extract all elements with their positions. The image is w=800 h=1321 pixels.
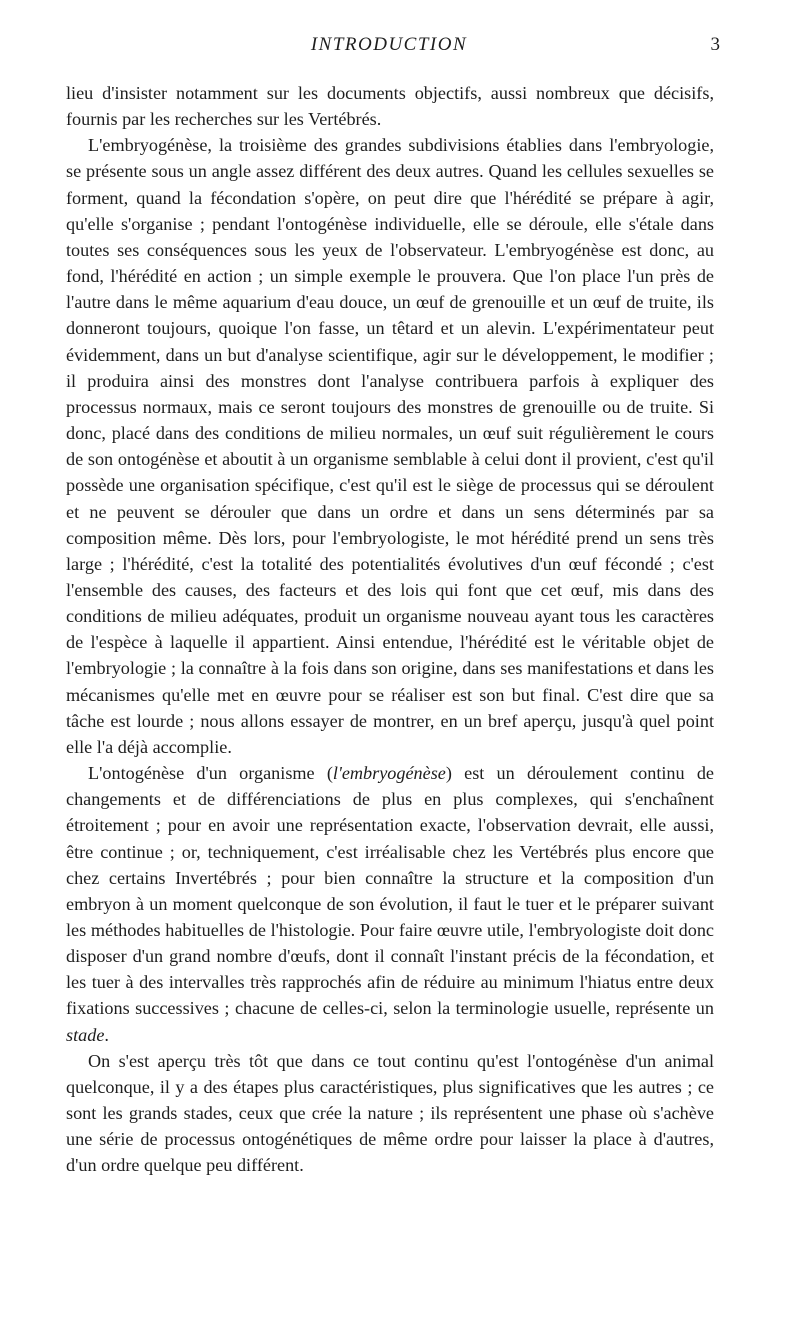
paragraph xyxy=(66,1048,714,1179)
text-segment: . xyxy=(104,1024,109,1045)
text-segment: L'ontogénèse d'un organisme ( xyxy=(88,763,333,784)
running-header xyxy=(66,34,720,58)
text-segment: On s'est aperçu très tôt que dans ce tout continu qu'est l'ontogénèse d'un animal quelconque, il y a des étapes plus caractéristiques, plus significatives que les autres ; ce sont les grands stades, ceux que crée la nature ; ils représentent une phase où s'achève une série de processus ontogénétiques de même ordre pour laisser la place à d'autres, d'un ordre quelque peu différent. xyxy=(66,1050,714,1176)
running-title: INTRODUCTION xyxy=(310,34,468,55)
text-segment: lieu d'insister notamment sur les documents objectifs, aussi nombreux que décisifs, fournis par les recherches sur les Vertébrés. xyxy=(66,83,714,130)
text-segment: ) est un déroulement continu de changements et de différenciations de plus en plus complexes, qui s'enchaînent étroitement ; pour en avoir une représentation exacte, l'observation devrait, elle aussi, être continue ; or, techniquement, c'est irréalisable chez les Vertébrés plus encore que chez certains Invertébrés ; pour bien connaître la structure et la composition d'un embryon à un moment quelconque de son évolution, il faut le tuer et le préparer suivant les méthodes habituelles de l'histologie. Pour faire œuvre utile, l'embryologiste doit donc disposer d'un grand nombre d'œufs, dont il connaît l'instant précis de la fécondation, et les tuer à des intervalles très rapprochés afin de réduire au minimum l'hiatus entre deux fixations successives ; chacune de celles-ci, selon la terminologie usuelle, représente un xyxy=(66,763,714,1019)
body-text xyxy=(66,80,714,1179)
italic-term: stade xyxy=(66,1024,105,1045)
paragraph xyxy=(66,760,714,1048)
page-number: 3 xyxy=(710,34,720,55)
italic-term: l'embryogénèse xyxy=(332,763,446,784)
text-segment: L'embryogénèse, la troisième des grandes subdivisions établies dans l'embryologie, se présente sous un angle assez différent des deux autres. Quand les cellules sexuelles se forment, quand la fécondation s'opère, on peut dire que l'hérédité se prépare à agir, qu'elle s'organise ; pendant l'ontogénèse individuelle, elle se déroule, elle s'étale dans toutes ses conséquences sous les yeux de l'observateur. L'embryogénèse est donc, au fond, l'hérédité en action ; un simple exemple le prouvera. Que l'on place l'un près de l'autre dans le même aquarium d'eau douce, un œuf de grenouille et un œuf de truite, ils donneront toujours, quoique l'on fasse, un têtard et un alevin. L'expérimentateur peut évidemment, dans un but d'analyse scientifique, agir sur le développement, le modifier ; il produira ainsi des monstres dont l'analyse contribuera parfois à expliquer des processus normaux, mais ce seront toujours des monstres de grenouille ou de truite. Si donc, placé dans des conditions de milieu normales, un œuf suit régulièrement le cours de son ontogénèse et aboutit à un organisme semblable à celui dont il provient, c'est qu'il possède une organisation spécifique, c'est qu'il est le siège de processus qui se déroulent et ne peuvent se dérouler que dans un ordre et dans un sens déterminés par sa composition même. Dès lors, pour l'embryologiste, le mot hérédité prend un sens très large ; l'hérédité, c'est la totalité des potentialités évolutives d'un œuf fécondé ; c'est l'ensemble des causes, des facteurs et des lois qui font que cet œuf, mis dans des conditions de milieu adéquates, produit un organisme nouveau ayant tous les caractères de l'espèce à laquelle il appartient. Ainsi entendue, l'hérédité est le véritable objet de l'embryologie ; la connaître à la fois dans son origine, dans ses manifestations et dans les mécanismes qu'elle met en œuvre pour se réaliser est son but final. C'est dire que sa tâche est lourde ; nous allons essayer de montrer, en un bref aperçu, jusqu'à quel point elle l'a déjà accomplie. xyxy=(66,135,714,757)
paragraph xyxy=(66,80,714,132)
paragraph xyxy=(66,132,714,760)
